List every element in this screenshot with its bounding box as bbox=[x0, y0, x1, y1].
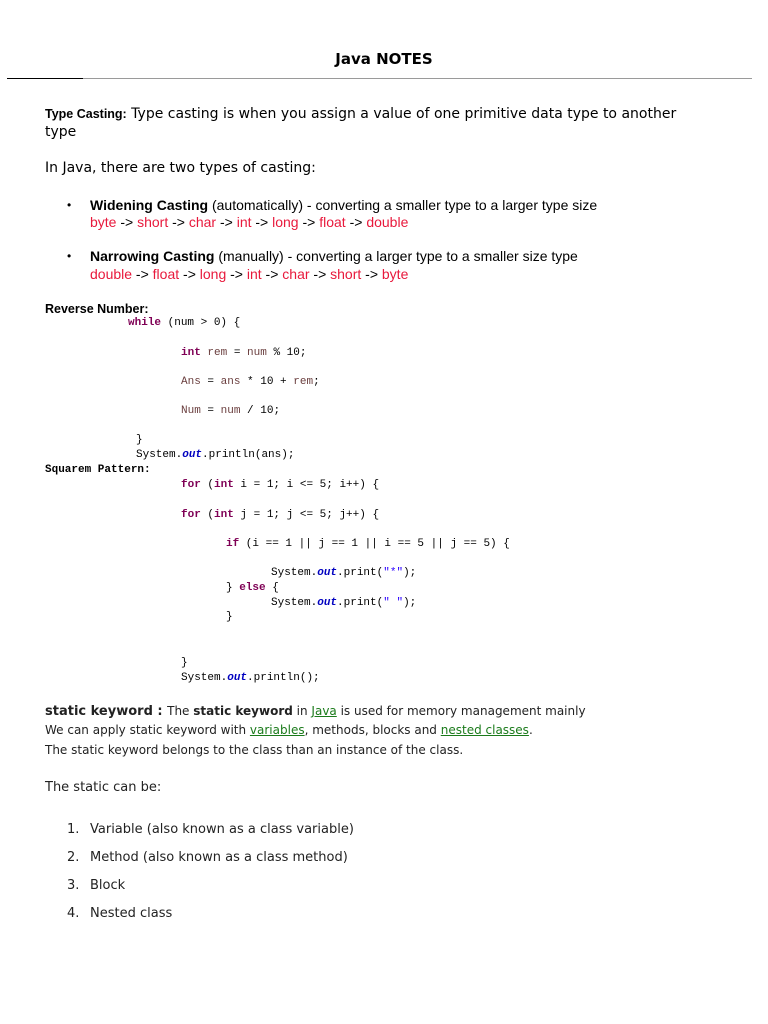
arrow: -> bbox=[116, 214, 138, 230]
variables-link[interactable]: variables bbox=[249, 723, 305, 737]
arrow: -> bbox=[216, 214, 237, 230]
title-rule-right bbox=[83, 78, 752, 79]
static-text: in bbox=[292, 704, 312, 718]
code-line: int rem = num % 10; bbox=[181, 347, 307, 359]
java-link[interactable]: Java bbox=[311, 704, 337, 718]
static-paragraph-1 bbox=[45, 704, 586, 719]
type-name: long bbox=[199, 266, 227, 282]
code-line: System.out.println(); bbox=[181, 672, 320, 684]
type-name: float bbox=[319, 214, 346, 230]
code-line: Ans = ans * 10 + rem; bbox=[181, 376, 320, 388]
type-name: float bbox=[152, 266, 180, 282]
bullet-icon: • bbox=[67, 198, 72, 212]
code-line: System.out.println(ans); bbox=[136, 449, 295, 461]
static-paragraph-2 bbox=[45, 723, 533, 737]
code-line: System.out.print("*"); bbox=[271, 567, 417, 579]
type-name: int bbox=[236, 214, 252, 230]
arrow: -> bbox=[309, 266, 331, 282]
static-text: We can apply static keyword with bbox=[45, 723, 250, 737]
type-name: char bbox=[282, 266, 310, 282]
code-line: for (int i = 1; i <= 5; i++) { bbox=[181, 479, 380, 491]
list-item: 4. Nested class bbox=[67, 906, 173, 921]
static-keyword-label: static keyword : bbox=[45, 704, 168, 719]
nested-classes-link[interactable]: nested classes bbox=[440, 723, 529, 737]
type-name: short bbox=[137, 214, 169, 230]
code-line: System.out.print(" "); bbox=[271, 597, 417, 609]
arrow: -> bbox=[261, 266, 283, 282]
type-name: long bbox=[272, 214, 299, 230]
code-line: for (int j = 1; j <= 5; j++) { bbox=[181, 509, 380, 521]
static-text: is used for memory management mainly bbox=[336, 704, 586, 718]
type-name: short bbox=[330, 266, 362, 282]
widening-chain bbox=[90, 214, 408, 230]
static-text: , methods, blocks and bbox=[304, 723, 441, 737]
arrow: -> bbox=[132, 266, 153, 282]
code-line: while (num > 0) { bbox=[128, 317, 241, 329]
type-name: double bbox=[90, 266, 133, 282]
arrow: -> bbox=[179, 266, 200, 282]
narrowing-label: Narrowing Casting bbox=[90, 248, 215, 264]
list-item: 1. Variable (also known as a class variable) bbox=[67, 822, 354, 837]
page-title: Java NOTES bbox=[335, 50, 433, 68]
narrowing-chain bbox=[90, 266, 408, 282]
widening-desc: (automatically) - converting a smaller type to a larger type size bbox=[208, 197, 598, 213]
list-item: 2. Method (also known as a class method) bbox=[67, 850, 348, 865]
static-text: The bbox=[167, 704, 194, 718]
widening-line bbox=[90, 197, 597, 213]
static-keyword-bold: static keyword bbox=[193, 704, 293, 718]
reverse-number-label: Reverse Number: bbox=[45, 302, 149, 316]
code-line: Num = num / 10; bbox=[181, 405, 281, 417]
type-name: byte bbox=[381, 266, 409, 282]
bullet-icon: • bbox=[67, 249, 72, 263]
arrow: -> bbox=[226, 266, 247, 282]
arrow: -> bbox=[251, 214, 273, 230]
title-rule-left bbox=[7, 78, 83, 79]
type-casting-paragraph bbox=[45, 105, 676, 122]
static-can-be: The static can be: bbox=[45, 780, 162, 795]
static-paragraph-3: The static keyword belongs to the class than an instance of the class. bbox=[45, 743, 464, 757]
arrow: -> bbox=[361, 266, 382, 282]
type-casting-label: Type Casting: bbox=[45, 107, 127, 121]
code-line: } else { bbox=[226, 582, 279, 594]
arrow: -> bbox=[168, 214, 189, 230]
narrowing-line bbox=[90, 248, 578, 264]
type-casting-text-cont: type bbox=[45, 124, 77, 140]
widening-label: Widening Casting bbox=[90, 197, 209, 213]
code-line: } bbox=[226, 611, 233, 623]
arrow: -> bbox=[345, 214, 367, 230]
narrowing-desc: (manually) - converting a larger type to a smaller size type bbox=[214, 248, 578, 264]
arrow: -> bbox=[298, 214, 320, 230]
code-line: if (i == 1 || j == 1 || i == 5 || j == 5) { bbox=[226, 538, 510, 550]
square-pattern-label: Squarem Pattern: bbox=[45, 464, 151, 476]
type-name: int bbox=[246, 266, 262, 282]
static-text: . bbox=[528, 723, 533, 737]
code-line: } bbox=[181, 657, 188, 669]
casting-intro: In Java, there are two types of casting: bbox=[45, 160, 316, 176]
type-name: double bbox=[366, 214, 409, 230]
list-item: 3. Block bbox=[67, 878, 126, 893]
type-casting-text: Type casting is when you assign a value of one primitive data type to another bbox=[126, 106, 677, 122]
type-name: byte bbox=[90, 214, 117, 230]
type-name: char bbox=[188, 214, 217, 230]
code-line: } bbox=[136, 434, 143, 446]
